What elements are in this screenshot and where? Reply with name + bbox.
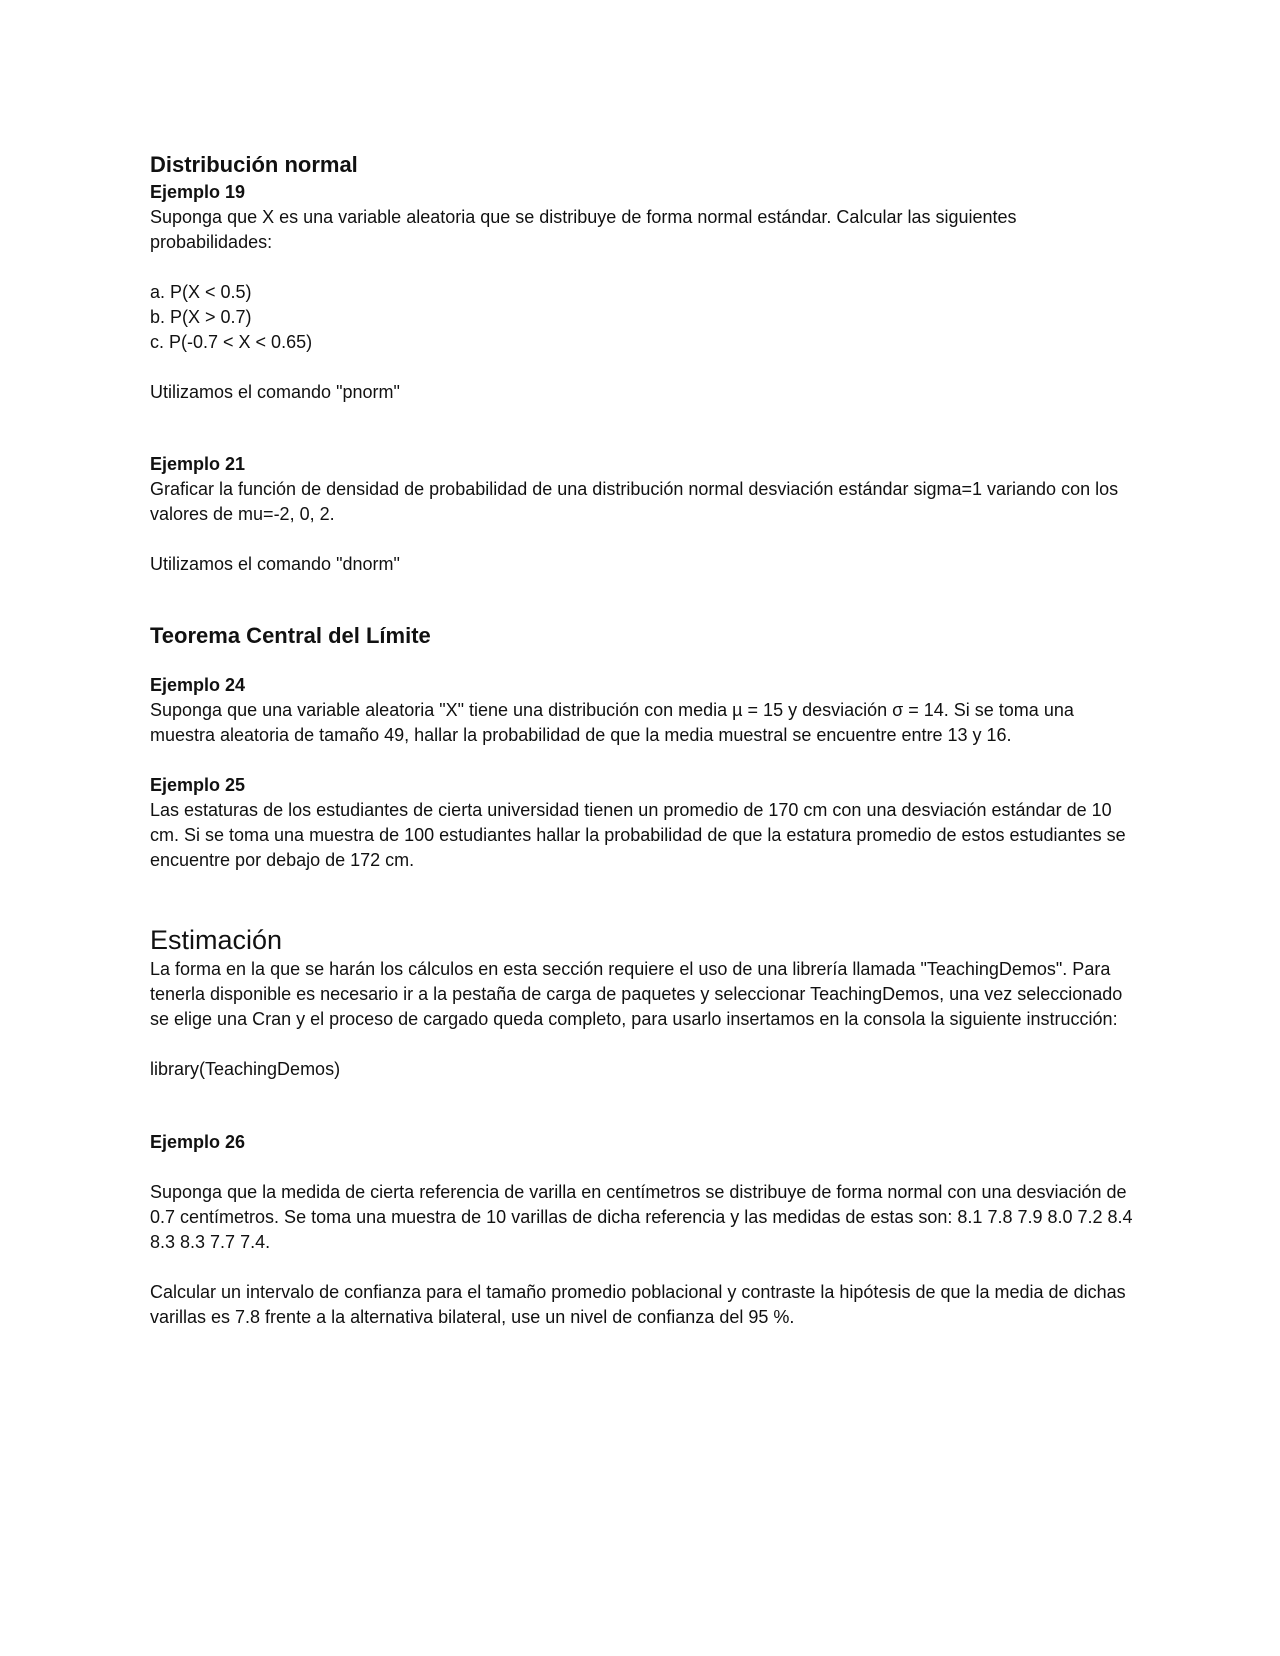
section-title-distribucion-normal: Distribución normal [150, 152, 358, 177]
example-19-text: Suponga que X es una variable aleatoria que se distribuye de forma normal estándar. Calcular las siguientes probabilidades: [150, 207, 1017, 252]
example-26-heading: Ejemplo 26 [150, 1132, 246, 1152]
example-26-text: Suponga que la medida de cierta referencia de varilla en centímetros se distribuye de forma normal con una desviación de 0.7 centímetros. Se toma una muestra de 10 varillas de dicha referencia y las medidas de estas son: 8.1 7.8 7.9 8.0 7.2 8.4 8.3 8.3 7.7 7.4. [150, 1182, 1133, 1252]
example-26-text2: Calcular un intervalo de confianza para el tamaño promedio poblacional y contraste la hipótesis de que la media de dichas varillas es 7.8 frente a la alternativa bilateral, use un nivel de confianza del 95 %. [150, 1282, 1126, 1327]
example-21-note: Utilizamos el comando "dnorm" [150, 554, 400, 574]
example-26 [150, 1130, 1140, 1330]
example-19-note: Utilizamos el comando "pnorm" [150, 382, 400, 402]
example-19 [150, 180, 1140, 405]
example-21-text: Graficar la función de densidad de probabilidad de una distribución normal desviación estándar sigma=1 variando con los valores de mu=-2, 0, 2. [150, 479, 1119, 524]
code-line: library(TeachingDemos) [150, 1059, 341, 1079]
example-24 [150, 673, 1140, 748]
list-item: b. P(X > 0.7) [150, 307, 252, 327]
example-19-list [150, 280, 1140, 355]
estimacion-intro: La forma en la que se harán los cálculos en esta sección requiere el uso de una librería llamada "TeachingDemos". Para tenerla disponible es necesario ir a la pestaña de carga de paquetes y seleccionar TeachingDemos, una vez seleccionado se elige una Cran y el proceso de cargado queda completo, para usarlo insertamos en la consola la siguiente instrucción: [150, 959, 1123, 1029]
list-item: c. P(-0.7 < X < 0.65) [150, 332, 313, 352]
example-21 [150, 452, 1140, 577]
example-24-text: Suponga que una variable aleatoria "X" tiene una distribución con media µ = 15 y desviación σ = 14. Si se toma una muestra aleatoria de tamaño 49, hallar la probabilidad de que la media muestral se encuentre entre 13 y 16. [150, 700, 1074, 745]
document-page [150, 150, 1140, 1330]
section-title-estimacion: Estimación [150, 925, 283, 955]
example-25-heading: Ejemplo 25 [150, 775, 246, 795]
example-25-text: Las estaturas de los estudiantes de cierta universidad tienen un promedio de 170 cm con una desviación estándar de 10 cm. Si se toma una muestra de 100 estudiantes hallar la probabilidad de que la estatura promedio de estos estudiantes se encuentre por debajo de 172 cm. [150, 800, 1126, 870]
example-25 [150, 773, 1140, 873]
example-24-heading: Ejemplo 24 [150, 675, 246, 695]
list-item: a. P(X < 0.5) [150, 282, 252, 302]
example-19-heading: Ejemplo 19 [150, 182, 246, 202]
section-title-teorema-central: Teorema Central del Límite [150, 623, 431, 648]
example-21-heading: Ejemplo 21 [150, 454, 246, 474]
